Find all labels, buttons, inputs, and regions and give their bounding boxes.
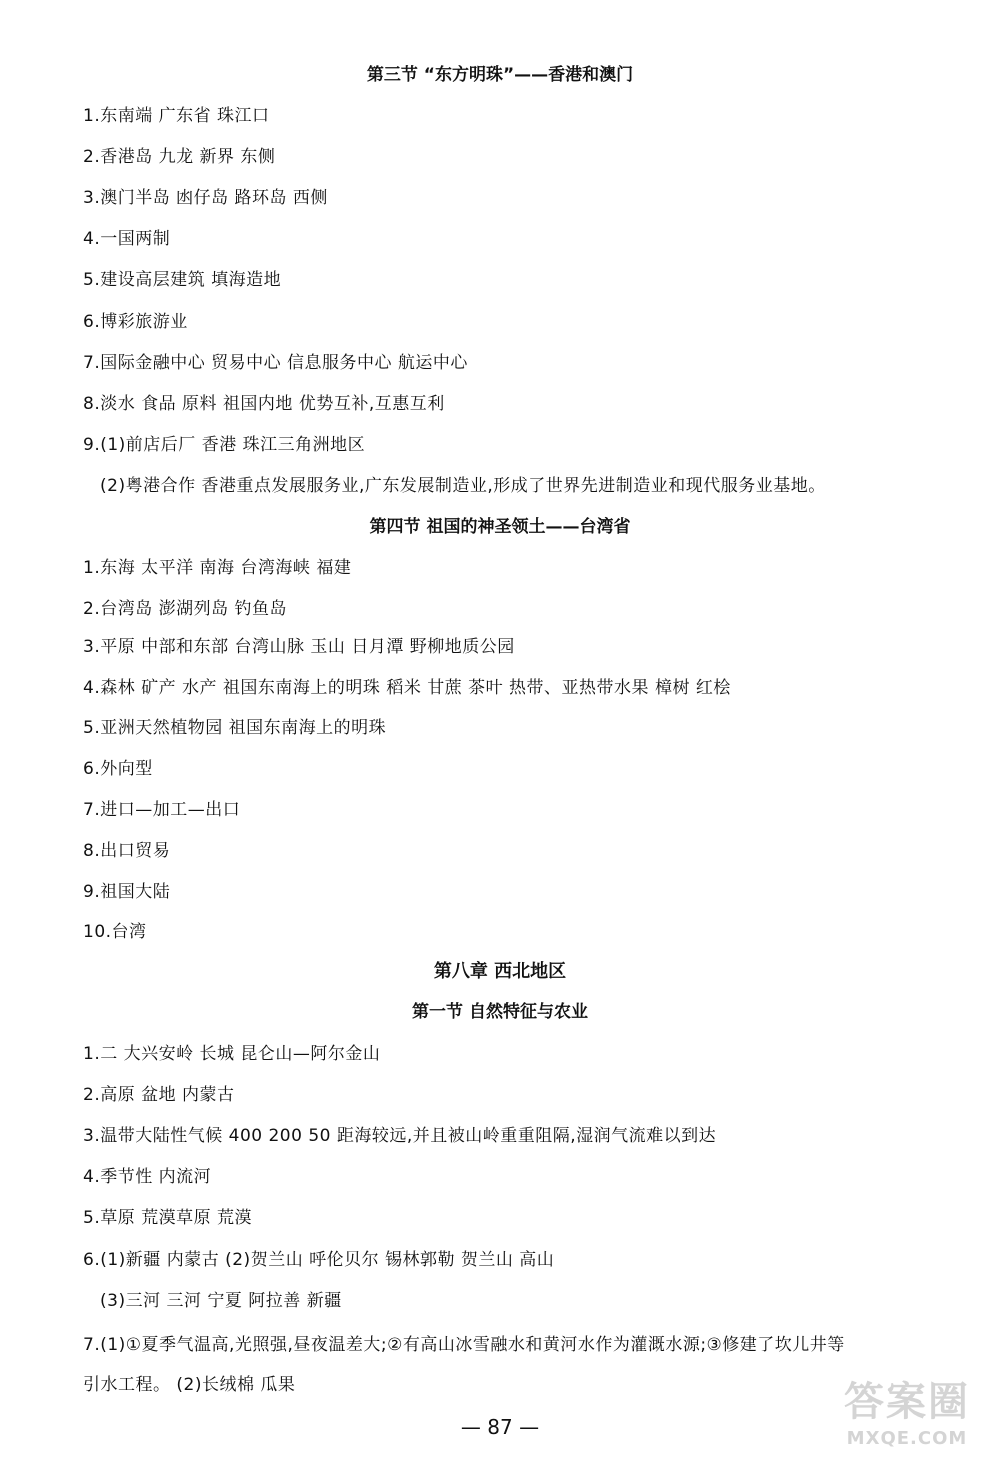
answer-line: (3)三河 三河 宁夏 阿拉善 新疆 [100,1291,342,1311]
answer-line: 2.台湾岛 澎湖列岛 钓鱼岛 [83,599,288,619]
answer-line: 8.淡水 食品 原料 祖国内地 优势互补,互惠互利 [83,394,445,414]
answer-line: 8.出口贸易 [83,841,171,861]
answer-line: 1.东海 太平洋 南海 台湾海峡 福建 [83,558,352,578]
section-title: 第一节 自然特征与农业 [412,1002,588,1022]
answer-line: 4.森林 矿产 水产 祖国东南海上的明珠 稻米 甘蔗 茶叶 热带、亚热带水果 樟树 红桧 [83,678,731,698]
answer-line: 6.外向型 [83,759,153,779]
answer-line: 引水工程。 (2)长绒棉 瓜果 [83,1375,296,1395]
answer-line: (2)粤港合作 香港重点发展服务业,广东发展制造业,形成了世界先进制造业和现代服务业基地。 [100,476,826,496]
watermark-logo [832,1378,982,1463]
answer-line: 9.(1)前店后厂 香港 珠江三角洲地区 [83,435,366,455]
page-number: — 87 — [460,1415,540,1439]
watermark-text: 答案圈 [844,1379,970,1425]
answer-line: 1.二 大兴安岭 长城 昆仑山—阿尔金山 [83,1044,381,1064]
answer-line: 5.建设高层建筑 填海造地 [83,270,282,290]
answer-line: 5.草原 荒漠草原 荒漠 [83,1208,253,1228]
answer-line: 3.温带大陆性气候 400 200 50 距海较远,并且被山岭重重阻隔,湿润气流难以到达 [83,1126,717,1146]
answer-line: 3.平原 中部和东部 台湾山脉 玉山 日月潭 野柳地质公园 [83,637,515,657]
answer-line: 4.一国两制 [83,229,171,249]
section-title: 第四节 祖国的神圣领土——台湾省 [369,517,631,537]
answer-line: 9.祖国大陆 [83,882,171,902]
answer-line: 7.进口—加工—出口 [83,800,241,820]
section-title: 第三节 “东方明珠”——香港和澳门 [366,65,634,85]
answer-line: 3.澳门半岛 凼仔岛 路环岛 西侧 [83,188,328,208]
answer-line: 5.亚洲天然植物园 祖国东南海上的明珠 [83,718,387,738]
answer-line: 2.高原 盆地 内蒙古 [83,1085,235,1105]
answer-line: 2.香港岛 九龙 新界 东侧 [83,147,276,167]
answer-line: 4.季节性 内流河 [83,1167,212,1187]
answer-line: 7.(1)①夏季气温高,光照强,昼夜温差大;②有高山冰雪融水和黄河水作为灌溉水源;③修建了坎儿井等 [83,1335,845,1355]
watermark-url: MXQE.COM [846,1428,968,1449]
chapter-title: 第八章 西北地区 [433,961,567,982]
answer-line: 1.东南端 广东省 珠江口 [83,106,270,126]
answer-line: 6.博彩旅游业 [83,312,188,332]
answer-line: 7.国际金融中心 贸易中心 信息服务中心 航运中心 [83,353,468,373]
answer-line: 10.台湾 [83,922,147,942]
answer-line: 6.(1)新疆 内蒙古 (2)贺兰山 呼伦贝尔 锡林郭勒 贺兰山 高山 [83,1250,555,1270]
